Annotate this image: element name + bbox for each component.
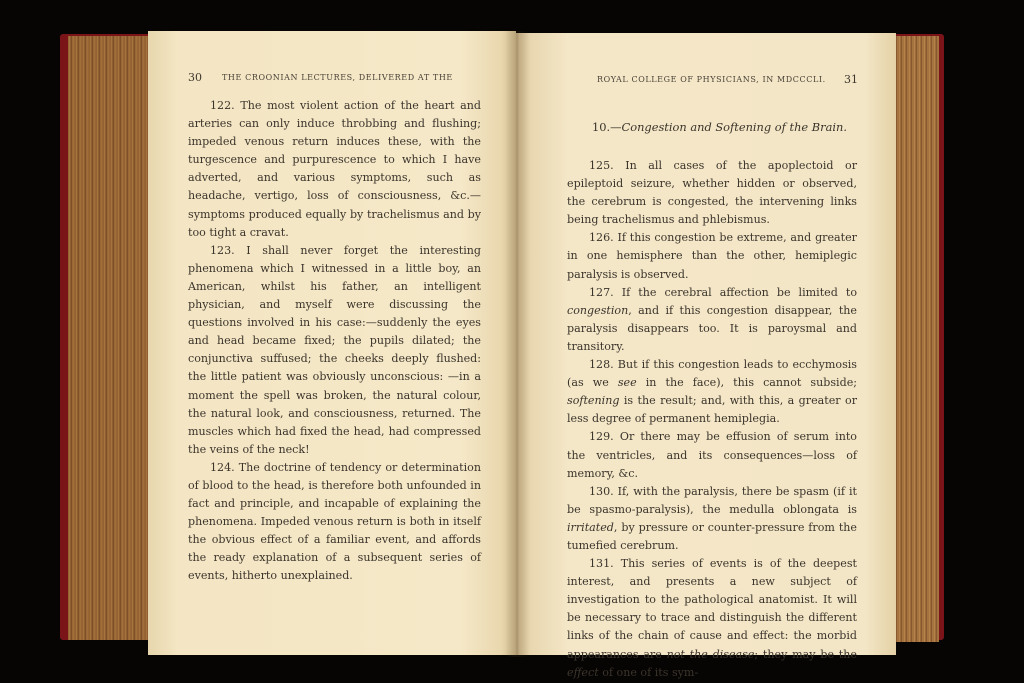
paragraph-125: 125. In all cases of the apoplectoid or epileptoid seizure, whether hidden or observed, the cerebrum is congested, the intervening links being trachelismus and phlebismus.	[567, 159, 857, 227]
body-text	[567, 157, 857, 682]
left-page	[148, 31, 516, 655]
paragraph-126: 126. If this congestion be extreme, and greater in one hemisphere than the other, hemiplegic paralysis is observed.	[567, 231, 857, 281]
paragraph-129: 129. Or there may be effusion of serum into the ventricles, and its consequences—loss of memory, &c.	[567, 430, 857, 480]
paragraph-130: 130. If, with the paralysis, there be spasm (if it be spasmo-paralysis), the medulla oblongata is irritated, by pressure or counter-pressure from the tumefied cerebrum.	[567, 484, 857, 552]
section-title: Congestion and Softening of the Brain.	[621, 120, 847, 134]
paragraph-127: 127. If the cerebral affection be limited to congestion, and if this congestion disappear, the paralysis disappears too. It is paroysmal and transitory.	[567, 285, 857, 353]
gutter-shadow	[505, 31, 529, 657]
paragraph-131: 131. This series of events is of the deepest interest, and presents a new subject of investigation to the pathological anatomist. It will be necessary to trace and distinguish the different links of the chain of cause and effect: the morbid appearances are not the disease; they may be the effect of one of its sym-	[567, 557, 857, 679]
paragraph-123: 123. I shall never forget the interesting phenomena which I witnessed in a little boy, an American, whilst his father, an intelligent physician, and myself were discussing the questions involved in his case:—suddenly the eyes and head became fixed; the pupils dilated; the conjunctiva suffused; the cheeks deeply flushed: the little patient was obviously unconscious: —in a moment the spell was broken, the natural colour, the natural look, and consciousness, returned. The muscles which had fixed the head, had compressed the veins of the neck!	[188, 243, 481, 456]
running-head: ROYAL COLLEGE OF PHYSICIANS, IN MDCCCLI.	[597, 75, 826, 84]
paragraph-124: 124. The doctrine of tendency or determination of blood to the head, is therefore both unfounded in fact and principle, and incapable of explaining the phenomena. Impeded venous return is both in itself the obvious effect of a familiar event, and affords the ready explanation of a subsequent series of events, hitherto unexplained.	[188, 460, 481, 583]
page-block-left	[68, 36, 150, 640]
running-head: THE CROONIAN LECTURES, DELIVERED AT THE	[222, 73, 453, 82]
section-heading	[592, 120, 847, 134]
page-number: 31	[844, 73, 858, 86]
page-block-right	[893, 36, 939, 642]
right-page	[516, 33, 896, 679]
section-number: 10.—	[592, 120, 622, 134]
paragraph-122: 122. The most violent action of the heart and arteries can only induce throbbing and flushing; impeded venous return induces these, with the turgescence and purpurescence to which I have adverted, and various symptoms, such as headache, vertigo, loss of consciousness, &c.—symptoms produced equally by trachelismus and by too tight a cravat.	[188, 99, 481, 239]
paragraph-128: 128. But if this congestion leads to ecchymosis (as we see in the face), this cannot subside; softening is the result; and, with this, a greater or less degree of permanent hemiplegia.	[567, 358, 857, 426]
body-text	[188, 97, 481, 586]
page-number: 30	[188, 71, 202, 84]
